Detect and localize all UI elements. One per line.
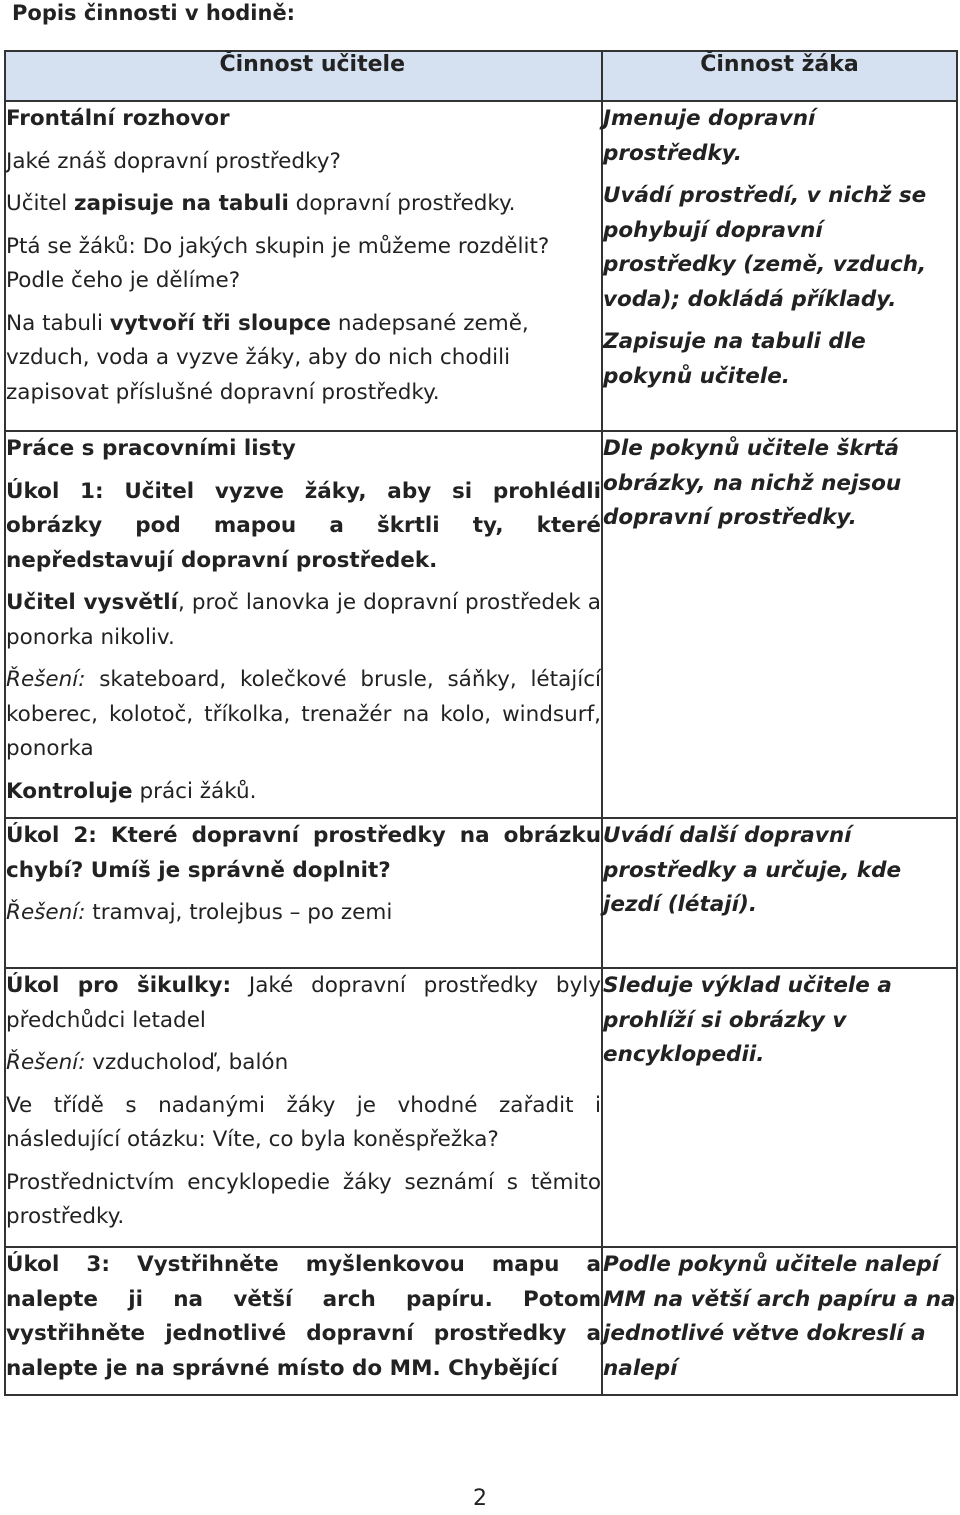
student-column-header: Činnost žáka — [602, 51, 957, 101]
lesson-activity-table — [4, 50, 958, 1396]
table-row — [5, 818, 957, 968]
section-title: Práce s pracovními listy — [6, 436, 296, 461]
paragraph: Učitel vysvětlí, proč lanovka je dopravní prostředek a ponorka nikoliv. — [6, 590, 601, 650]
student-cell — [602, 818, 957, 968]
teacher-cell — [5, 818, 602, 968]
paragraph: Prostřednictvím encyklopedie žáky seznámí s těmito prostředky. — [6, 1169, 601, 1229]
table-row — [5, 101, 957, 431]
paragraph: Uvádí prostředí, v nichž se pohybují dopravní prostředky (země, vzduch, voda); dokládá příklady. — [603, 183, 927, 312]
paragraph: Řešení: vzducholoď, balón — [6, 1050, 289, 1075]
paragraph: Ptá se žáků: Do jakých skupin je můžeme rozdělit? Podle čeho je dělíme? — [6, 233, 550, 293]
paragraph: Řešení: skateboard, kolečkové brusle, sáňky, létající koberec, kolotoč, tříkolka, trenažér na kolo, windsurf, ponorka — [6, 667, 601, 761]
paragraph: Sleduje výklad učitele a prohlíží si obrázky v encyklopedii. — [603, 973, 892, 1067]
student-cell — [602, 101, 957, 431]
table-row — [5, 968, 957, 1247]
paragraph: Ve třídě s nadanými žáky je vhodné zařadit i následující otázku: Víte, co byla koněspřežka? — [6, 1092, 601, 1152]
teacher-cell — [5, 101, 602, 431]
teacher-cell — [5, 1247, 602, 1395]
paragraph: Na tabuli vytvoří tři sloupce nadepsané země, vzduch, voda a vyzve žáky, aby do nich chodili zapisovat příslušné dopravní prostředky. — [6, 310, 529, 405]
paragraph: Řešení: tramvaj, trolejbus – po zemi — [6, 900, 393, 925]
table-header-row — [5, 51, 957, 101]
paragraph: Jmenuje dopravní prostředky. — [603, 106, 816, 166]
student-cell — [602, 431, 957, 818]
student-cell — [602, 968, 957, 1247]
task-text: Úkol 1: Učitel vyzve žáky, aby si prohlédli obrázky pod mapou a škrtli ty, které nepředstavují dopravní prostředek. — [6, 478, 601, 573]
section-title: Frontální rozhovor — [6, 106, 230, 131]
teacher-column-header: Činnost učitele — [5, 51, 602, 101]
paragraph: Dle pokynů učitele škrtá obrázky, na nichž nejsou dopravní prostředky. — [603, 436, 902, 530]
table-row — [5, 1247, 957, 1395]
teacher-cell — [5, 968, 602, 1247]
paragraph: Zapisuje na tabuli dle pokynů učitele. — [603, 329, 866, 389]
paragraph: Jaké znáš dopravní prostředky? — [6, 148, 341, 174]
paragraph: Podle pokynů učitele nalepí MM na větší arch papíru a na jednotlivé větve dokreslí a nalepí — [603, 1252, 956, 1381]
task-text: Úkol 2: Které dopravní prostředky na obrázku chybí? Umíš je správně doplnit? — [6, 823, 601, 883]
task-text: Úkol 3: Vystřihněte myšlenkovou mapu a nalepte ji na větší arch papíru. Potom vystřihněte jednotlivé dopravní prostředky a nalepte je na správné místo do MM. Chybějící — [6, 1252, 601, 1381]
page-number: 2 — [473, 1486, 487, 1511]
paragraph: Úkol pro šikulky: Jaké dopravní prostředky byly předchůdci letadel — [6, 973, 601, 1033]
paragraph: Uvádí další dopravní prostředky a určuje, kde jezdí (létají). — [603, 823, 902, 917]
student-cell — [602, 1247, 957, 1395]
paragraph: Kontroluje práci žáků. — [6, 778, 257, 804]
table-row — [5, 431, 957, 818]
page-heading: Popis činnosti v hodině: — [12, 1, 296, 25]
paragraph: Učitel zapisuje na tabuli dopravní prostředky. — [6, 191, 516, 216]
teacher-cell — [5, 431, 602, 818]
